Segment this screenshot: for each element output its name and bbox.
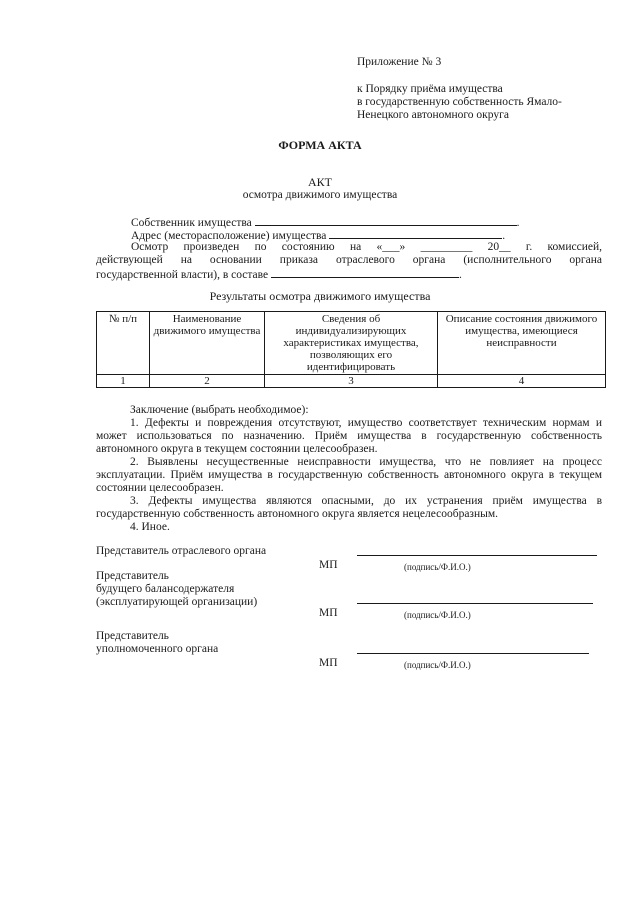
signature-caption: (подпись/Ф.И.О.) [404, 610, 471, 620]
label-line: будущего балансодержателя [96, 583, 235, 595]
results-table [96, 311, 606, 388]
signature-line [357, 555, 597, 556]
conclusion-item: 3. Дефекты имущества являются опасными, до их устранения приём имущества в государственную собственность автономного округа является нецелесообразным. [96, 495, 602, 520]
conclusion-title: Заключение (выбрать необходимое): [130, 404, 309, 416]
owner-label: Собственник имущества [131, 217, 252, 229]
table-cell: 3 [265, 375, 438, 388]
table-cell: 2 [150, 375, 265, 388]
conclusion-item: 4. Иное. [130, 521, 170, 533]
signature-line [357, 653, 589, 654]
col-header-characteristics: Сведения об индивидуализирующих характеристиках имущества, позволяющих его идентифицировать [265, 312, 438, 375]
signature-caption: (подпись/Ф.И.О.) [404, 562, 471, 572]
stamp-mp: МП [319, 657, 338, 669]
signature-line [357, 603, 593, 604]
table-header-row [97, 312, 606, 375]
table-cell: 4 [438, 375, 606, 388]
table-cell: 1 [97, 375, 150, 388]
address-end: . [502, 230, 506, 242]
table-row [97, 375, 606, 388]
inspection-end: . [458, 269, 462, 281]
col-header-number: № п/п [97, 312, 150, 375]
conclusion-item: 2. Выявлены несущественные неисправности имущества, что не повлияет на процесс эксплуатации. Приём имущества в государственную собственность автономного округа в текущем состоянии целесообразен. [96, 456, 602, 494]
owner-end: . [516, 217, 520, 229]
appendix-header [357, 56, 607, 122]
conclusion-section [96, 404, 602, 534]
inspection-line: действующей на основании приказа отраслевого органа (исполнительного органа [96, 254, 602, 266]
form-title: ФОРМА АКТА [278, 138, 362, 152]
address-blank [329, 228, 502, 239]
label-line: Представитель [96, 570, 169, 582]
signature-caption: (подпись/Ф.И.О.) [404, 660, 471, 670]
act-subtitle: осмотра движимого имущества [242, 189, 398, 201]
stamp-mp: МП [319, 559, 338, 571]
rep-balance-holder-label [96, 570, 257, 609]
col-header-name: Наименование движимого имущества [150, 312, 265, 375]
col-header-condition: Описание состояния движимого имущества, имеющиеся неисправности [438, 312, 606, 375]
inspection-line [96, 267, 462, 282]
label-line: уполномоченного органа [96, 643, 219, 655]
commission-blank [271, 267, 459, 278]
owner-blank [255, 215, 517, 226]
inspection-line: Осмотр произведен по состоянию на «___» _________ 20__ г. комиссией, [131, 241, 602, 253]
appendix-line: Ненецкого автономного округа [357, 109, 509, 121]
label-line: (эксплуатирующей организации) [96, 596, 258, 608]
results-title: Результаты осмотра движимого имущества [209, 289, 431, 303]
appendix-line: в государственную собственность Ямало- [357, 96, 562, 108]
stamp-mp: МП [319, 607, 338, 619]
label-line: Представитель [96, 630, 169, 642]
address-label: Адрес (месторасположение) имущества [131, 230, 327, 242]
conclusion-item: 1. Дефекты и повреждения отсутствуют, имущество соответствует техническим нормам и может использоваться по назначению. Приём имущества в государственную собственность автономного округа в текущем состоянии целесообразен. [96, 417, 602, 455]
rep-industry-label: Представитель отраслевого органа [96, 545, 267, 557]
appendix-number: Приложение № 3 [357, 56, 442, 68]
act-title: АКТ [308, 175, 332, 189]
inspection-prefix: государственной власти), в составе [96, 269, 269, 281]
appendix-line: к Порядку приёма имущества [357, 83, 503, 95]
rep-authorized-label [96, 630, 218, 656]
